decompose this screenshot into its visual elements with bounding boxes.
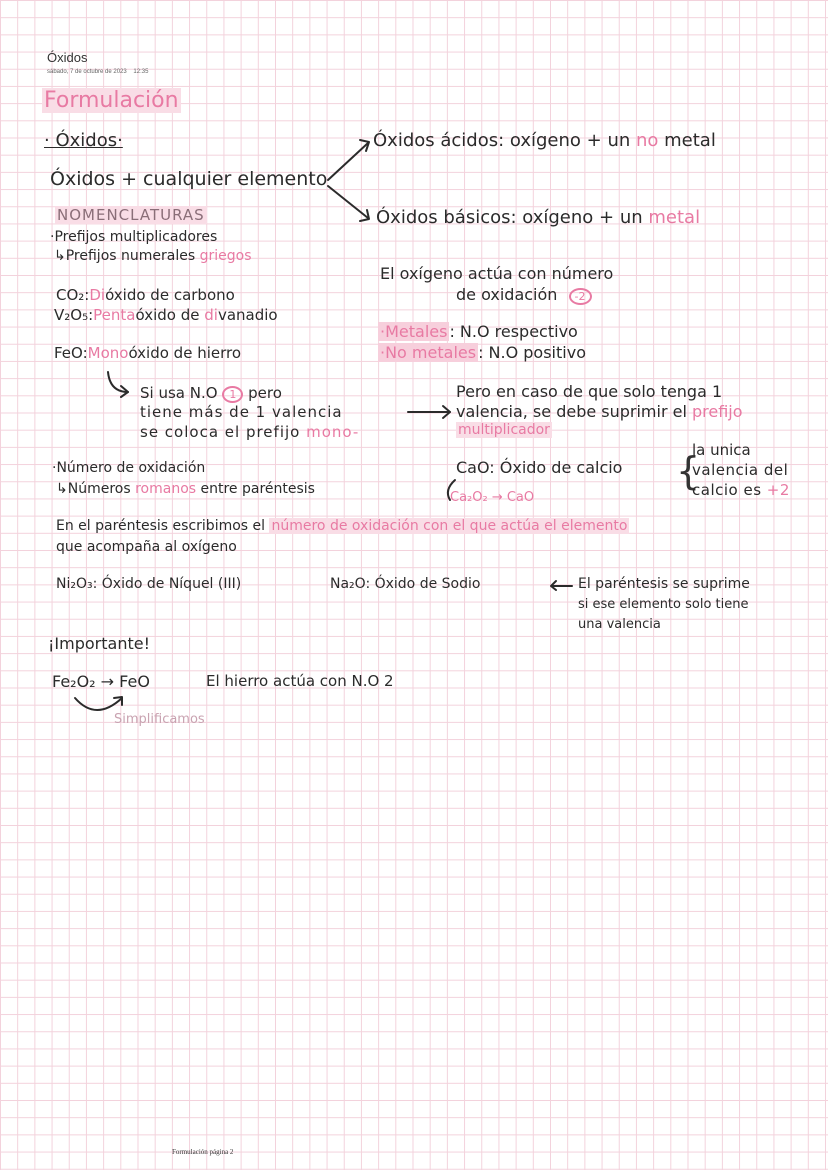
page-date: sábado, 7 de octubre de 2023: [47, 69, 127, 75]
feo-pink: Mono: [87, 344, 129, 362]
oxigeno-text: de oxidación: [456, 285, 558, 304]
oxigeno-line-1: El oxígeno actúa con número: [380, 264, 614, 283]
parentesis-pink: número de oxidación con el que actúa el elemento: [271, 518, 628, 534]
si-usa-text: Si usa N.O: [140, 384, 218, 402]
suprime-line-1: El paréntesis se suprime: [578, 576, 750, 592]
na2o-line: Na₂O: Óxido de Sodio: [330, 576, 481, 592]
hierro-no-line: El hierro actúa con N.O 2: [206, 672, 394, 690]
v2o5-pink2: di: [204, 306, 218, 324]
ca2o2-line: Ca₂O₂ → CaO: [450, 490, 535, 505]
basicos-pink: metal: [648, 207, 701, 228]
ni2o3-line: Ni₂O₃: Óxido de Níquel (III): [56, 576, 242, 592]
oxidos-definition: Óxidos + cualquier elemento: [50, 168, 328, 190]
page-time: 12:35: [133, 69, 149, 75]
co2-post: óxido de carbono: [105, 286, 235, 304]
basicos-pre: Óxidos básicos: oxígeno + un: [376, 207, 649, 228]
brace-line-2: valencia del: [692, 461, 789, 479]
oxigeno-number-badge: -2: [569, 288, 592, 305]
pero-line-3: multiplicador: [458, 422, 550, 438]
brace-3-pre: calcio es: [692, 481, 767, 499]
curly-brace: {: [676, 449, 701, 493]
fe2o2-line: Fe₂O₂ → FeO: [52, 672, 150, 691]
si-usa-line-2: tiene más de 1 valencia: [140, 403, 343, 421]
brace-line-1: la unica: [692, 441, 751, 459]
si-usa-3-pink: mono-: [306, 423, 360, 441]
brace-3-pink: +2: [766, 481, 790, 499]
v2o5-pink: Penta: [93, 306, 136, 324]
prefijos-num-pink: griegos: [199, 248, 252, 264]
nomenclaturas-heading: NOMENCLATURAS: [57, 206, 205, 224]
suprime-line-3: una valencia: [578, 617, 661, 632]
prefijos-num-pre: ↳Prefijos numerales: [54, 248, 200, 264]
numero-oxidacion: ·Número de oxidación: [52, 460, 206, 476]
importante: ¡Importante!: [48, 634, 150, 653]
romanos-post: entre paréntesis: [196, 481, 315, 497]
oxidos-label: · Óxidos·: [44, 130, 123, 151]
cao-line: CaO: Óxido de calcio: [456, 458, 623, 477]
v2o5-mid: óxido de: [135, 306, 205, 324]
co2-pink: Di: [89, 286, 106, 304]
si-usa-badge: 1: [222, 386, 243, 403]
notes-heading: Formulación: [44, 88, 179, 113]
romanos-pink: romanos: [135, 481, 197, 497]
acidos-pre: Óxidos ácidos: oxígeno + un: [373, 130, 636, 151]
page-footer: Formulación página 2: [172, 1148, 234, 1156]
arrow-cao: [448, 480, 455, 500]
arrow-to-basicos: [328, 186, 368, 218]
metales-label: ·Metales: [380, 322, 448, 341]
prefijos-multiplicadores: ·Prefijos multiplicadores: [50, 229, 218, 245]
suprime-line-2: si ese elemento solo tiene: [578, 597, 749, 612]
acidos-post: metal: [658, 130, 716, 151]
arrow-simplificamos: [75, 698, 122, 710]
parentesis-line-2: que acompaña al oxígeno: [56, 539, 237, 555]
page-title: Óxidos: [47, 50, 88, 65]
pero-2-pre: valencia, se debe suprimir el: [456, 402, 692, 421]
simplificamos: Simplificamos: [114, 712, 205, 727]
no-metales-label: ·No metales: [380, 343, 477, 362]
arrow-to-acidos: [328, 143, 368, 180]
parentesis-pre: En el paréntesis escribimos el: [56, 518, 270, 534]
v2o5-post: vanadio: [217, 306, 278, 324]
co2-formula: CO₂:: [56, 286, 90, 304]
feo-formula: FeO:: [54, 344, 88, 362]
si-usa-3-pre: se coloca el prefijo: [140, 423, 307, 441]
romanos-pre: ↳Números: [56, 481, 136, 497]
si-usa-pero: pero: [248, 384, 282, 402]
v2o5-formula: V₂O₅:: [54, 306, 94, 324]
pero-2-pink: prefijo: [692, 402, 743, 421]
no-metales-post: : N.O positivo: [478, 343, 586, 362]
metales-post: : N.O respectivo: [449, 322, 578, 341]
pero-line-1: Pero en caso de que solo tenga 1: [456, 382, 723, 401]
feo-post: óxido de hierro: [128, 344, 242, 362]
acidos-pink: no: [636, 130, 659, 151]
